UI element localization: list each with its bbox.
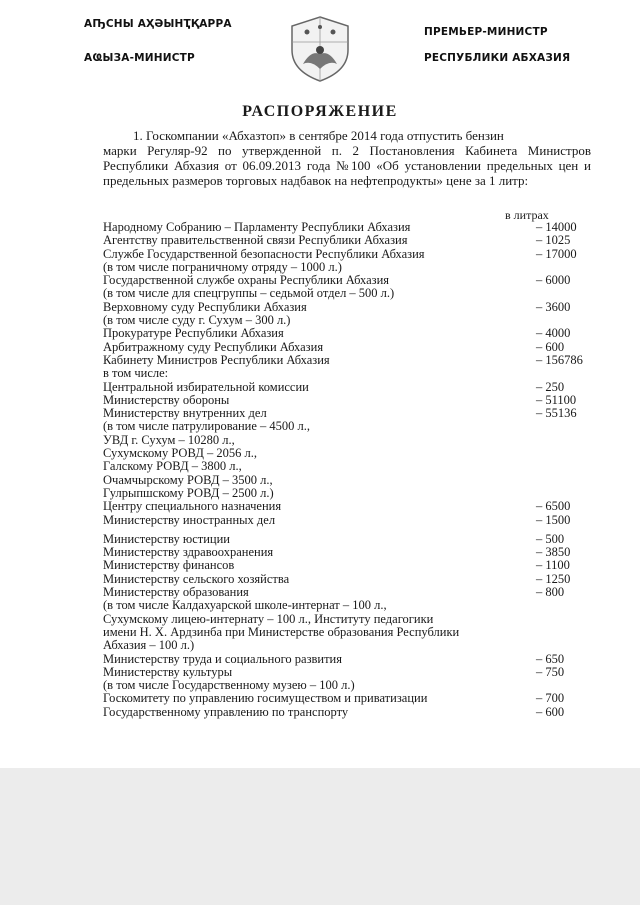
allocation-row xyxy=(103,586,603,599)
allocation-row xyxy=(103,234,603,247)
page-background-bottom xyxy=(0,768,640,905)
liters-value: – 700 xyxy=(536,691,565,706)
allocation-row xyxy=(103,692,603,705)
liters-value: – 600 xyxy=(536,704,565,719)
allocation-row xyxy=(103,706,603,719)
allocation-row xyxy=(103,447,603,460)
liters-value: – 6000 xyxy=(536,273,571,288)
recipient-name: Гулрыпшскому РОВД – 2500 л.) xyxy=(103,485,274,500)
allocation-row xyxy=(103,474,603,487)
recipient-name: (в том числе Калдахуарской школе-интернат – 100 л., xyxy=(103,598,387,613)
recipient-name: (в том числе патрулирование – 4500 л., xyxy=(103,419,311,434)
header-left-line1: АҦСНЫ АҲӘЫНҬҚАРРА xyxy=(84,18,232,30)
recipient-name: Министерству сельского хозяйства xyxy=(103,571,290,586)
recipient-name: Министерству финансов xyxy=(103,558,235,573)
liters-value: – 800 xyxy=(536,585,565,600)
liters-value: – 1250 xyxy=(536,571,571,586)
unit-label: в литрах xyxy=(505,208,549,222)
allocation-row xyxy=(103,420,603,433)
recipient-name: Министерству здравоохранения xyxy=(103,545,274,560)
recipient-name: имени Н. Х. Ардзинба при Министерстве образования Республики xyxy=(103,624,460,639)
allocation-row xyxy=(103,354,603,367)
recipient-name: Министерству культуры xyxy=(103,664,233,679)
allocation-row xyxy=(103,653,603,666)
liters-value: – 250 xyxy=(536,379,565,394)
liters-value: – 1100 xyxy=(536,558,570,573)
allocation-row xyxy=(103,301,603,314)
allocation-row xyxy=(103,639,603,652)
recipient-name: Государственному управлению по транспорту xyxy=(103,704,349,719)
allocation-row xyxy=(103,381,603,394)
liters-value: – 51100 xyxy=(536,392,577,407)
recipient-name: Народному Собранию – Парламенту Республики Абхазия xyxy=(103,220,411,234)
allocation-row xyxy=(103,613,603,626)
allocation-row xyxy=(103,500,603,513)
recipient-name: Министерству юстиции xyxy=(103,531,230,546)
state-emblem-icon xyxy=(285,14,355,84)
liters-value: – 6500 xyxy=(536,499,571,514)
allocation-row xyxy=(103,599,603,612)
recipient-name: Центральной избирательной комиссии xyxy=(103,379,309,394)
allocation-row xyxy=(103,341,603,354)
liters-value: – 500 xyxy=(536,531,565,546)
allocation-row xyxy=(103,460,603,473)
recipient-name: Министерству труда и социального развития xyxy=(103,651,342,666)
allocation-row xyxy=(103,261,603,274)
liters-value: – 750 xyxy=(536,664,565,679)
allocation-row xyxy=(103,573,603,586)
liters-value: – 14000 xyxy=(536,220,577,234)
liters-value: – 156786 xyxy=(536,352,583,367)
header-right-line2: РЕСПУБЛИКИ АБХАЗИЯ xyxy=(424,52,571,64)
recipient-name: (в том числе пограничному отряду – 1000 л.) xyxy=(103,259,342,274)
recipient-name: Центру специального назначения xyxy=(103,499,282,514)
allocation-row xyxy=(103,407,603,420)
recipient-name: Министерству иностранных дел xyxy=(103,512,276,527)
recipient-name: Верховному суду Республики Абхазия xyxy=(103,299,307,314)
allocation-row xyxy=(103,679,603,692)
intro-paragraph xyxy=(103,128,591,188)
allocation-row xyxy=(103,559,603,572)
allocation-row xyxy=(103,666,603,679)
recipient-name: Сухумскому лицею-интернату – 100 л., Институту педагогики xyxy=(103,611,434,626)
recipient-name: Очамчырскому РОВД – 3500 л., xyxy=(103,472,273,487)
recipient-name: Кабинету Министров Республики Абхазия xyxy=(103,352,330,367)
recipient-name: Прокуратуре Республики Абхазия xyxy=(103,326,284,341)
recipient-name: Госкомитету по управлению госимуществом и приватизации xyxy=(103,691,428,706)
recipient-name: (в том числе суду г. Сухум – 300 л.) xyxy=(103,313,291,328)
recipient-name: Министерству образования xyxy=(103,585,249,600)
allocation-row xyxy=(103,287,603,300)
header-right-line1: ПРЕМЬЕР-МИНИСТР xyxy=(424,26,548,38)
document-title: РАСПОРЯЖЕНИЕ xyxy=(242,103,398,120)
allocation-row xyxy=(103,394,603,407)
intro-line-2: марки Регуляр-92 по утвержденной п. 2 Постановления Кабинета Министров Республики Абхазия от 06.09.2013 года №100 «Об установлении предельных цен и предельных размеров торговых надбавок на нефтепродукты» цене за 1 литр: xyxy=(103,143,591,188)
liters-value: – 3850 xyxy=(536,545,571,560)
recipient-name: УВД г. Сухум – 10280 л., xyxy=(103,432,235,447)
recipient-name: Государственной службе охраны Республики Абхазия xyxy=(103,273,390,288)
recipient-name: Министерству внутренних дел xyxy=(103,406,267,421)
allocation-row xyxy=(103,221,603,234)
liters-value: – 600 xyxy=(536,339,565,354)
allocation-row xyxy=(103,327,603,340)
liters-value: – 650 xyxy=(536,651,565,666)
allocation-row xyxy=(103,274,603,287)
recipient-name: в том числе: xyxy=(103,366,169,381)
allocation-row xyxy=(103,434,603,447)
liters-value: – 17000 xyxy=(536,246,577,261)
recipient-name: Арбитражному суду Республики Абхазия xyxy=(103,339,324,354)
liters-value: – 1500 xyxy=(536,512,571,527)
recipient-name: Министерству обороны xyxy=(103,392,230,407)
recipient-name: Сухумскому РОВД – 2056 л., xyxy=(103,446,257,461)
recipient-name: (в том числе Государственному музею – 100 л.) xyxy=(103,678,355,693)
liters-value: – 3600 xyxy=(536,299,571,314)
liters-value: – 55136 xyxy=(536,406,577,421)
recipient-name: (в том числе для спецгруппы – седьмой отдел – 500 л.) xyxy=(103,286,395,301)
liters-value: – 1025 xyxy=(536,233,571,248)
liters-value: – 4000 xyxy=(536,326,571,341)
allocation-list xyxy=(103,221,603,719)
allocation-row xyxy=(103,314,603,327)
recipient-name: Службе Государственной безопасности Республики Абхазия xyxy=(103,246,425,261)
allocation-row xyxy=(103,546,603,559)
allocation-row xyxy=(103,367,603,380)
recipient-name: Агентству правительственной связи Республики Абхазия xyxy=(103,233,408,248)
header-left-line2: АҨЫЗА-МИНИСТР xyxy=(84,52,195,64)
allocation-row xyxy=(103,626,603,639)
recipient-name: Абхазия – 100 л.) xyxy=(103,638,195,653)
allocation-row xyxy=(103,514,603,527)
recipient-name: Галскому РОВД – 3800 л., xyxy=(103,459,242,474)
allocation-row xyxy=(103,248,603,261)
allocation-row xyxy=(103,487,603,500)
intro-line-1: 1. Госкомпании «Абхазтоп» в сентябре 2014 года отпустить бензин xyxy=(133,128,504,143)
allocation-row xyxy=(103,533,603,546)
